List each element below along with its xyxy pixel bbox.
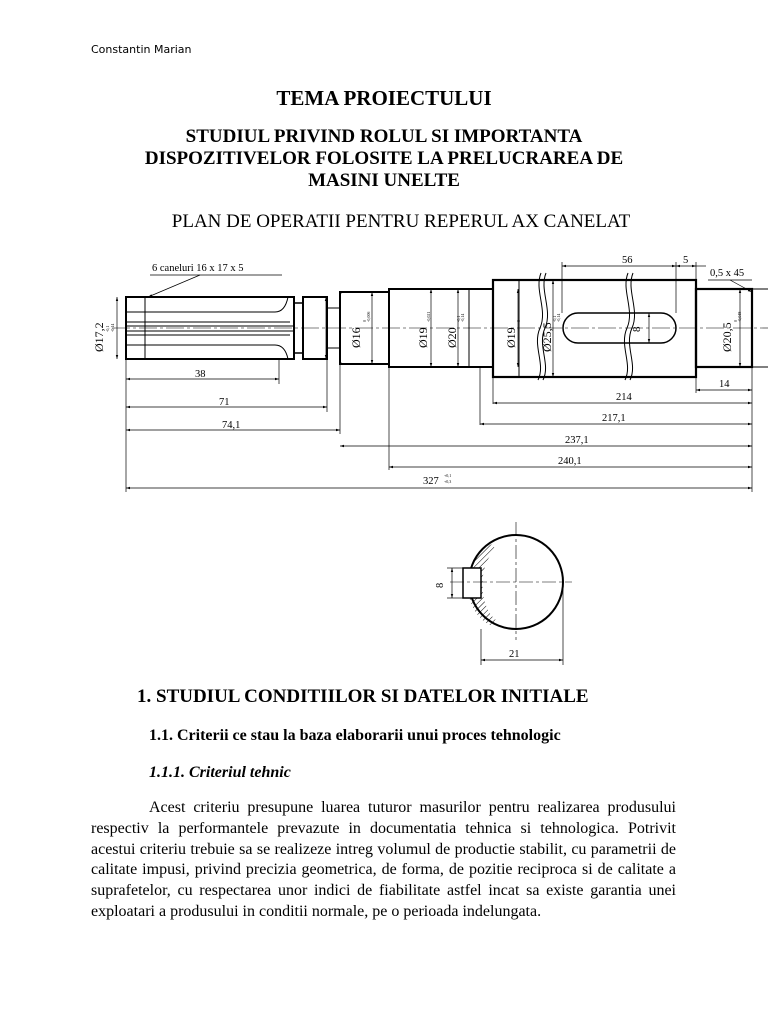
document-subtitle: STUDIUL PRIVIND ROLUL SI IMPORTANTA DISPOZITIVELOR FOLOSITE LA PRELUCRAREA DE MASINI UNELTE [144,126,624,191]
tol-1: -0,1 [105,325,110,332]
dim-71: 71 [219,397,230,408]
tol-10: -0,14 [556,313,561,322]
dim-d19a: Ø19 [416,327,430,348]
tol-9: -0,1 [552,315,557,322]
dim-d20-5: Ø20,5 [720,322,734,352]
dim-74-1: 74,1 [222,420,241,431]
callout-splines: 6 caneluri 16 x 17 x 5 [152,263,244,274]
cross-section-view [447,522,572,665]
dim-56: 56 [622,255,633,266]
dim-327: 327 [423,476,439,487]
length-dimensions [126,359,752,492]
dim-38: 38 [195,369,206,380]
dim-d20: Ø20 [445,327,459,348]
author-name: Constantin Marian [91,43,192,56]
tol-6: -0,1 [456,315,461,322]
dim-d25: Ø25,5 [540,322,554,352]
dim-keyway-depth: 8 [631,326,643,332]
dim-section-21: 21 [509,649,520,660]
tol-5: -0,021 [426,311,431,322]
dim-214: 214 [616,392,632,403]
dim-217-1: 217,1 [602,413,626,424]
tol-2: -0,14 [110,323,115,332]
dim-14: 14 [719,379,730,390]
dim-d19b: Ø19 [504,327,518,348]
document-title: TEMA PROIECTULUI [276,86,492,110]
dim-237-1: 237,1 [565,435,589,446]
plan-title: PLAN DE OPERATII PENTRU REPERUL AX CANELAT [171,211,631,232]
tol-12: -0,048 [737,311,742,322]
dim-5: 5 [683,255,689,266]
tol-4: -0,006 [366,311,371,322]
tol-14: +0,3 [444,479,452,484]
dim-section-8: 8 [435,582,446,588]
section-heading: 1. STUDIUL CONDITIILOR SI DATELOR INITIALE [137,686,589,707]
body-paragraph: Acest criteriu presupune luarea tuturor masurilor pentru realizarea produsului respectiv la performantele prevazute in documentatia tehnica si tehnologica. Potrivit acestui criteriu trebuie sa se realizeze intreg volumul de productie stabilit, cu parametrii de calitate impusi, privind precizia geometrica, de forma, de pozitie reciproca si de calitate a suprafetelor, cu respectarea unor indici de fiabilitate astfel incat sa existe garantia unei exploatari a produsului in conditii normale, pe o perioada indelungata. [91,799,676,920]
dim-d17: Ø17,2 [92,322,106,352]
dim-d16: Ø16 [349,327,363,348]
callout-chamfer: 0,5 x 45 [710,268,745,279]
tol-13: +0,1 [444,473,452,478]
subsection-heading: 1.1. Criterii ce stau la baza elaborarii unui proces tehnologic [149,727,561,744]
tol-8: 0 [516,320,521,322]
subsubsection-heading: 1.1.1. Criteriul tehnic [149,764,291,781]
tol-11: 0 [733,320,738,322]
tol-3: 0 [362,320,367,322]
tol-7: -0,14 [460,313,465,322]
dim-240-1: 240,1 [558,456,582,467]
